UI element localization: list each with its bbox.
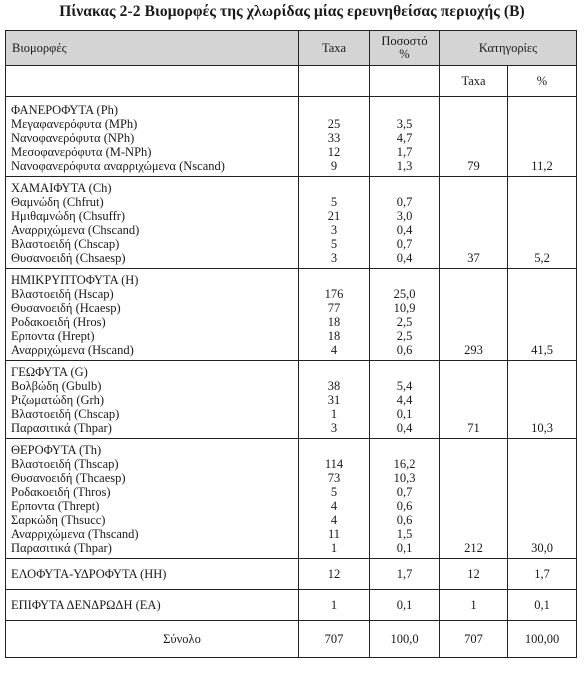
lifeform-name: Θαμνώδη (Chfrut) <box>11 195 104 209</box>
lifeform-percent: 10,3 <box>393 471 416 485</box>
lifeform-name: Αναρριχώμενα (Chscand) <box>11 223 140 237</box>
group-title: ΦΑΝΕΡΟΦΥΤΑ (Ph) <box>11 103 119 117</box>
lifeform-percent: 1,5 <box>396 527 413 541</box>
group-title: ΧΑΜΑΙΦΥΤΑ (Ch) <box>11 181 112 195</box>
category-percent: 30,0 <box>531 541 553 555</box>
single-cat-taxa: 1 <box>440 590 508 621</box>
single-row <box>6 559 577 590</box>
lifeforms-table <box>5 30 577 658</box>
group-percent <box>370 269 440 361</box>
group-taxa <box>299 97 370 177</box>
group-percent <box>370 97 440 177</box>
lifeform-percent: 0,7 <box>396 237 413 251</box>
lifeform-taxa: 114 <box>324 457 344 471</box>
lifeform-percent: 0,4 <box>396 223 413 237</box>
header-row <box>6 31 577 66</box>
group-percent <box>370 439 440 559</box>
lifeform-percent: 0,7 <box>396 195 413 209</box>
lifeform-name: Βολβώδη (Gbulb) <box>11 379 102 393</box>
total-label: Σύνολο <box>6 621 299 658</box>
group-taxa <box>299 269 370 361</box>
single-cat-taxa: 12 <box>440 559 508 590</box>
lifeform-percent: 2,5 <box>396 329 413 343</box>
lifeform-percent: 2,5 <box>396 315 413 329</box>
lifeform-percent: 1,3 <box>396 159 413 173</box>
lifeform-percent: 0,6 <box>396 513 413 527</box>
total-cat-taxa: 707 <box>440 621 508 658</box>
lifeform-name: Βλαστοειδή (Chscap) <box>11 407 120 421</box>
lifeform-taxa: 11 <box>327 527 341 541</box>
group-row <box>6 177 577 269</box>
lifeform-taxa: 31 <box>327 393 341 407</box>
lifeform-name: Ερποντα (Hrept) <box>11 329 95 343</box>
category-percent: 5,2 <box>534 251 550 265</box>
lifeform-percent: 1,7 <box>396 145 413 159</box>
group-names <box>6 361 299 439</box>
lifeform-percent: 0,7 <box>396 485 413 499</box>
lifeform-percent: 10,9 <box>393 301 416 315</box>
lifeform-name: Παρασιτικά (Thpar) <box>11 541 112 555</box>
lifeform-name: Μεγαφανερόφυτα (MPh) <box>11 117 138 131</box>
lifeform-name: Νανοφανερόφυτα (NPh) <box>11 131 135 145</box>
category-taxa: 293 <box>464 343 483 357</box>
single-name: ΕΠΙΦΥΤΑ ΔΕΝΔΡΩΔΗ (EA) <box>6 590 299 621</box>
single-percent: 0,1 <box>370 590 440 621</box>
lifeform-taxa: 12 <box>327 145 341 159</box>
lifeform-taxa: 21 <box>327 209 341 223</box>
group-names <box>6 97 299 177</box>
lifeform-name: Ροδακοειδή (Thros) <box>11 485 111 499</box>
subheader-row <box>6 66 577 97</box>
lifeform-name: Θυσανοειδή (Thcaesp) <box>11 471 126 485</box>
lifeform-taxa: 3 <box>330 251 338 265</box>
lifeform-percent: 16,2 <box>393 457 416 471</box>
category-taxa: 71 <box>467 421 480 435</box>
lifeform-taxa: 5 <box>330 237 338 251</box>
lifeform-taxa: 3 <box>330 223 338 237</box>
lifeform-name: Βλαστοειδή (Thscap) <box>11 457 119 471</box>
single-name: ΕΛΟΦΥΤΑ-ΥΔΡΟΦΥΤΑ (HH) <box>6 559 299 590</box>
lifeform-name: Ημιθαμνώδη (Chsuffr) <box>11 209 126 223</box>
group-row <box>6 439 577 559</box>
single-cat-percent: 1,7 <box>508 559 577 590</box>
lifeform-name: Νανοφανερόφυτα αναρριχώμενα (Nscand) <box>11 159 225 173</box>
single-row <box>6 590 577 621</box>
lifeform-name: Ροδακοειδή (Hros) <box>11 315 106 329</box>
header-categories: Κατηγορίες <box>440 31 577 66</box>
lifeform-taxa: 38 <box>327 379 341 393</box>
category-percent: 11,2 <box>531 159 553 173</box>
category-taxa: 79 <box>467 159 480 173</box>
group-names <box>6 177 299 269</box>
header-percent-sign: % <box>399 47 410 61</box>
group-title: ΘΕΡΟΦΥΤΑ (Th) <box>11 443 102 457</box>
lifeform-percent: 4,4 <box>396 393 413 407</box>
group-taxa <box>299 439 370 559</box>
lifeform-name: Ριζωματώδη (Grh) <box>11 393 105 407</box>
lifeform-percent: 0,1 <box>396 407 413 421</box>
lifeform-taxa: 25 <box>327 117 341 131</box>
single-cat-percent: 0,1 <box>508 590 577 621</box>
category-taxa: 37 <box>467 251 480 265</box>
group-names <box>6 269 299 361</box>
lifeform-taxa: 77 <box>327 301 341 315</box>
lifeform-percent: 3,5 <box>396 117 413 131</box>
lifeform-taxa: 18 <box>327 329 341 343</box>
total-taxa: 707 <box>299 621 370 658</box>
group-taxa <box>299 361 370 439</box>
lifeform-percent: 4,7 <box>396 131 413 145</box>
lifeform-taxa: 5 <box>330 195 338 209</box>
lifeform-taxa: 73 <box>327 471 341 485</box>
category-percent: 10,3 <box>531 421 553 435</box>
group-taxa <box>299 177 370 269</box>
lifeform-taxa: 4 <box>330 513 338 527</box>
group-title: ΗΜΙΚΡΥΠΤΟΦΥΤΑ (H) <box>11 273 139 287</box>
lifeform-percent: 0,4 <box>396 251 413 265</box>
group-cat-percent <box>508 269 577 361</box>
lifeform-name: Αναρριχώμενα (Hscand) <box>11 343 134 357</box>
lifeform-taxa: 18 <box>327 315 341 329</box>
lifeform-name: Αναρριχώμενα (Thscand) <box>11 527 139 541</box>
category-taxa: 212 <box>464 541 483 555</box>
subheader-taxa: Taxa <box>440 66 508 97</box>
group-cat-taxa <box>440 361 508 439</box>
lifeform-percent: 0,6 <box>396 499 413 513</box>
lifeform-taxa: 33 <box>327 131 341 145</box>
group-cat-taxa <box>440 177 508 269</box>
lifeform-name: Βλαστοειδή (Hscap) <box>11 287 114 301</box>
group-row <box>6 269 577 361</box>
subheader-percent: % <box>508 66 577 97</box>
lifeform-percent: 3,0 <box>396 209 413 223</box>
lifeform-name: Θυσανοειδή (Hcaesp) <box>11 301 121 315</box>
lifeform-percent: 0,4 <box>396 421 413 435</box>
lifeform-percent: 25,0 <box>393 287 416 301</box>
group-row <box>6 97 577 177</box>
single-taxa: 12 <box>299 559 370 590</box>
header-percent-word: Ποσοστό <box>381 34 428 48</box>
total-percent: 100,0 <box>370 621 440 658</box>
group-row <box>6 361 577 439</box>
category-percent: 41,5 <box>531 343 553 357</box>
lifeform-name: Παρασιτικά (Thpar) <box>11 421 112 435</box>
table-title: Πίνακας 2-2 Βιομορφές της χλωρίδας μίας ερευνηθείσας περιοχής (Β) <box>59 3 525 20</box>
group-cat-percent <box>508 97 577 177</box>
total-cat-percent: 100,00 <box>508 621 577 658</box>
lifeform-taxa: 9 <box>330 159 338 173</box>
header-lifeforms: Βιομορφές <box>6 31 299 66</box>
group-cat-taxa <box>440 269 508 361</box>
group-names <box>6 439 299 559</box>
single-percent: 1,7 <box>370 559 440 590</box>
header-taxa: Taxa <box>299 31 370 66</box>
group-percent <box>370 361 440 439</box>
group-title: ΓΕΩΦΥΤΑ (G) <box>11 365 88 379</box>
lifeform-name: Θυσανοειδή (Chsaesp) <box>11 251 126 265</box>
group-cat-taxa <box>440 97 508 177</box>
total-row <box>6 621 577 658</box>
group-cat-percent <box>508 439 577 559</box>
lifeform-percent: 0,1 <box>396 541 413 555</box>
group-cat-taxa <box>440 439 508 559</box>
lifeform-taxa: 1 <box>330 407 338 421</box>
group-cat-percent <box>508 177 577 269</box>
group-cat-percent <box>508 361 577 439</box>
lifeform-percent: 5,4 <box>396 379 413 393</box>
lifeform-taxa: 3 <box>330 421 338 435</box>
lifeform-name: Μεσοφανερόφυτα (M-NPh) <box>11 145 152 159</box>
single-taxa: 1 <box>299 590 370 621</box>
lifeform-taxa: 176 <box>324 287 344 301</box>
lifeform-name: Βλαστοειδή (Chscap) <box>11 237 120 251</box>
lifeform-taxa: 4 <box>330 343 338 357</box>
lifeform-percent: 0,6 <box>396 343 413 357</box>
lifeform-name: Σαρκώδη (Thsucc) <box>11 513 106 527</box>
lifeform-name: Ερποντα (Thrept) <box>11 499 100 513</box>
lifeform-taxa: 1 <box>330 541 338 555</box>
lifeform-taxa: 5 <box>330 485 338 499</box>
header-percent <box>370 31 440 66</box>
group-percent <box>370 177 440 269</box>
lifeform-taxa: 4 <box>330 499 338 513</box>
